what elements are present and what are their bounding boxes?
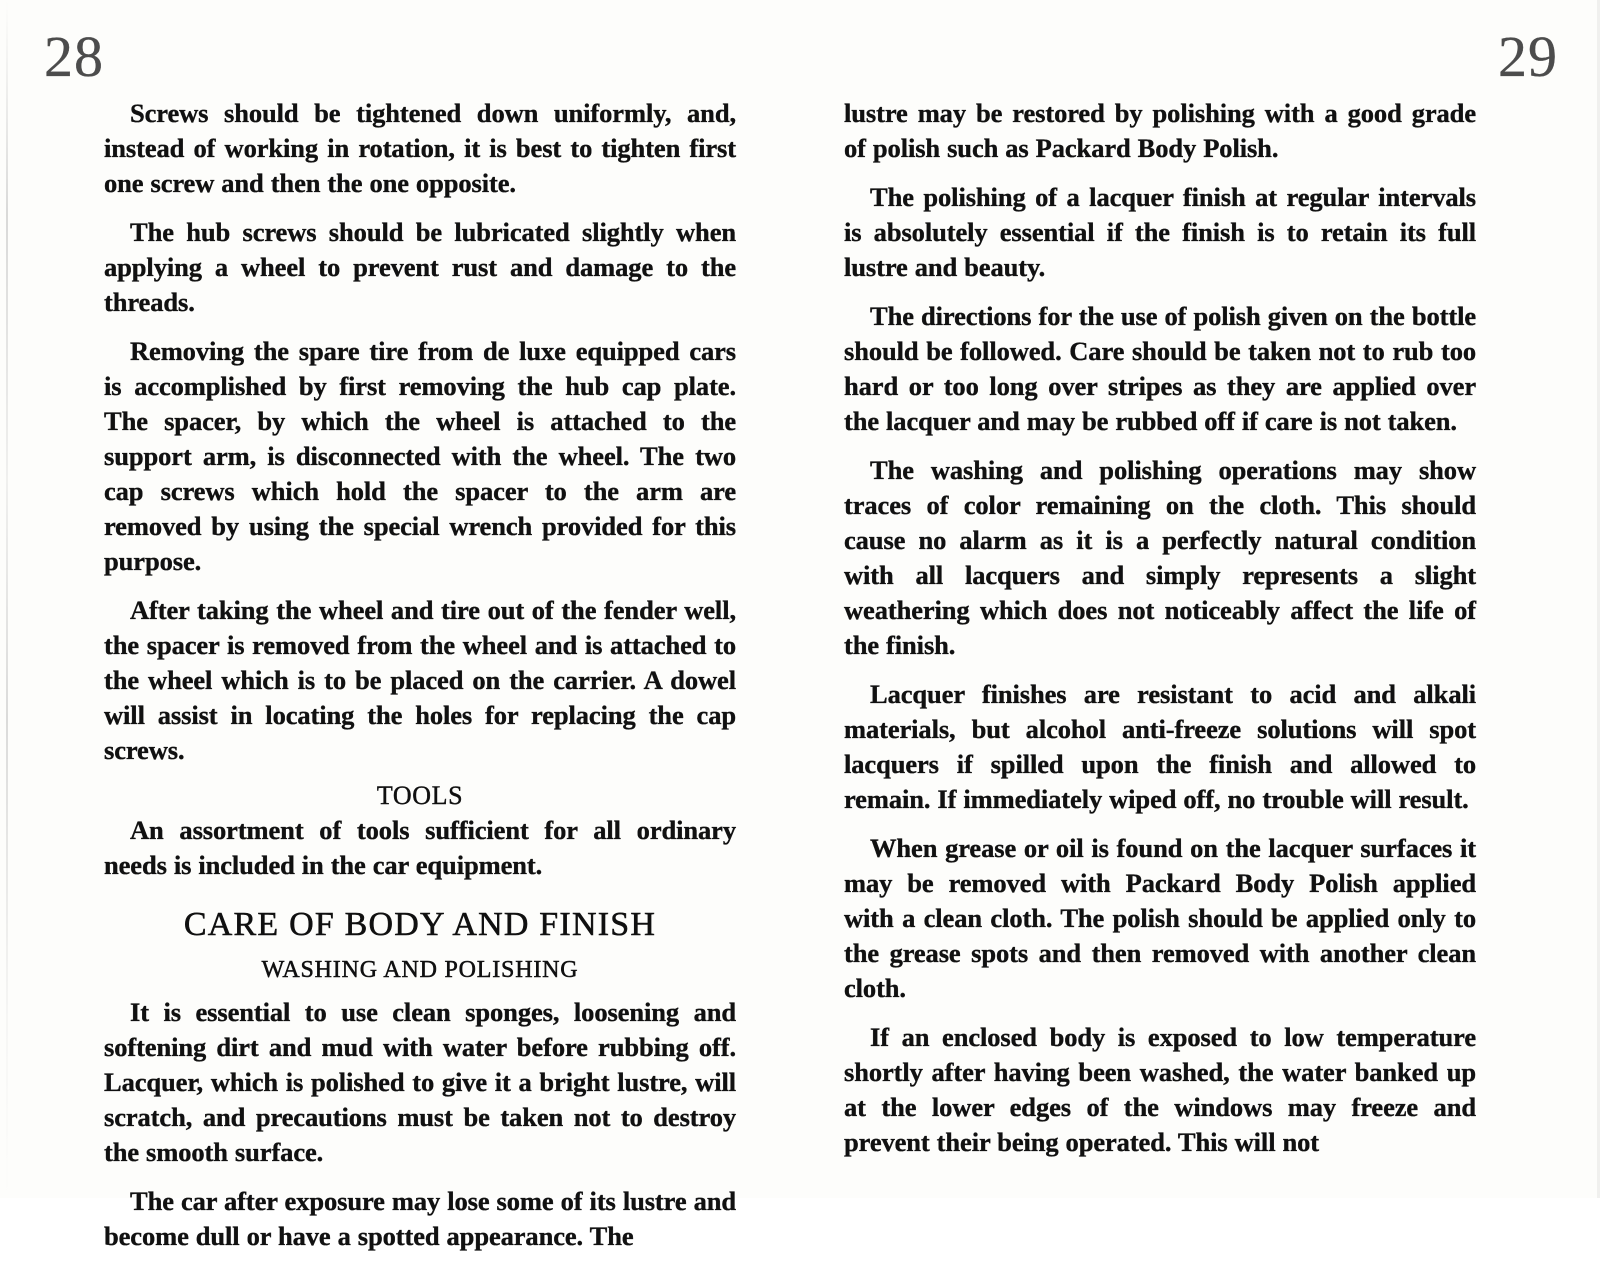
paragraph: Lacquer finishes are resistant to acid and alkali materials, but alcohol anti-freeze solutions will spot lacquers if spilled upon the finish and allowed to remain. If immediately wiped off, no trouble will result. <box>844 679 1476 814</box>
care-of-body-and-finish-heading: CARE OF BODY AND FINISH <box>183 906 657 943</box>
left-page-column <box>104 96 736 1268</box>
tools-paragraph: An assortment of tools sufficient for all ordinary needs is included in the car equipment. <box>104 815 736 880</box>
paragraph: The polishing of a lacquer finish at regular intervals is absolutely essential if the finish is to retain its full lustre and beauty. <box>844 182 1476 282</box>
paragraph: The hub screws should be lubricated slightly when applying a wheel to prevent rust and damage to the threads. <box>104 217 736 317</box>
paragraph: After taking the wheel and tire out of the fender well, the spacer is removed from the wheel and is attached to the wheel which is to be placed on the carrier. A dowel will assist in locating the holes for replacing the cap screws. <box>104 595 736 765</box>
page-number-left: 28 <box>44 24 104 89</box>
tools-heading: TOOLS <box>376 781 464 810</box>
paragraph: Screws should be tightened down uniformly, and, instead of working in rotation, it is best to tighten first one screw and then the one opposite. <box>104 98 736 198</box>
paragraph-continues-next-page: The car after exposure may lose some of its lustre and become dull or have a spotted appearance. The <box>104 1186 736 1251</box>
paragraph-continues-next-page: If an enclosed body is exposed to low temperature shortly after having been washed, the water banked up at the lower edges of the windows may freeze and prevent their being operated. This will not <box>844 1022 1476 1157</box>
washing-and-polishing-subheading: WASHING AND POLISHING <box>261 957 579 983</box>
paragraph: The washing and polishing operations may show traces of color remaining on the cloth. This should cause no alarm as it is a perfectly natural condition with all lacquers and simply represents a slight weathering which does not noticeably affect the life of the finish. <box>844 455 1476 660</box>
scan-edge-artifact-left <box>6 0 8 1198</box>
paragraph: It is essential to use clean sponges, loosening and softening dirt and mud with water before rubbing off. Lacquer, which is polished to give it a bright lustre, will scratch, and precautions must be taken not to destroy the smooth surface. <box>104 997 736 1167</box>
paragraph: Removing the spare tire from de luxe equipped cars is accomplished by first removing the hub cap plate. The spacer, by which the wheel is attached to the support arm, is disconnected with the wheel. The two cap screws which hold the spacer to the arm are removed by using the special wrench provided for this purpose. <box>104 336 736 576</box>
paragraph: When grease or oil is found on the lacquer surfaces it may be removed with Packard Body Polish applied with a clean cloth. The polish should be applied only to the grease spots and then removed with another clean cloth. <box>844 833 1476 1003</box>
page-number-right: 29 <box>1498 24 1558 89</box>
paragraph-continued-from-previous-page: lustre may be restored by polishing with a good grade of polish such as Packard Body Polish. <box>844 98 1476 163</box>
paragraph: The directions for the use of polish given on the bottle should be followed. Care should be taken not to rub too hard or too long over stripes as they are applied over the lacquer and may be rubbed off if care is not taken. <box>844 301 1476 436</box>
right-page-column <box>844 96 1476 1174</box>
